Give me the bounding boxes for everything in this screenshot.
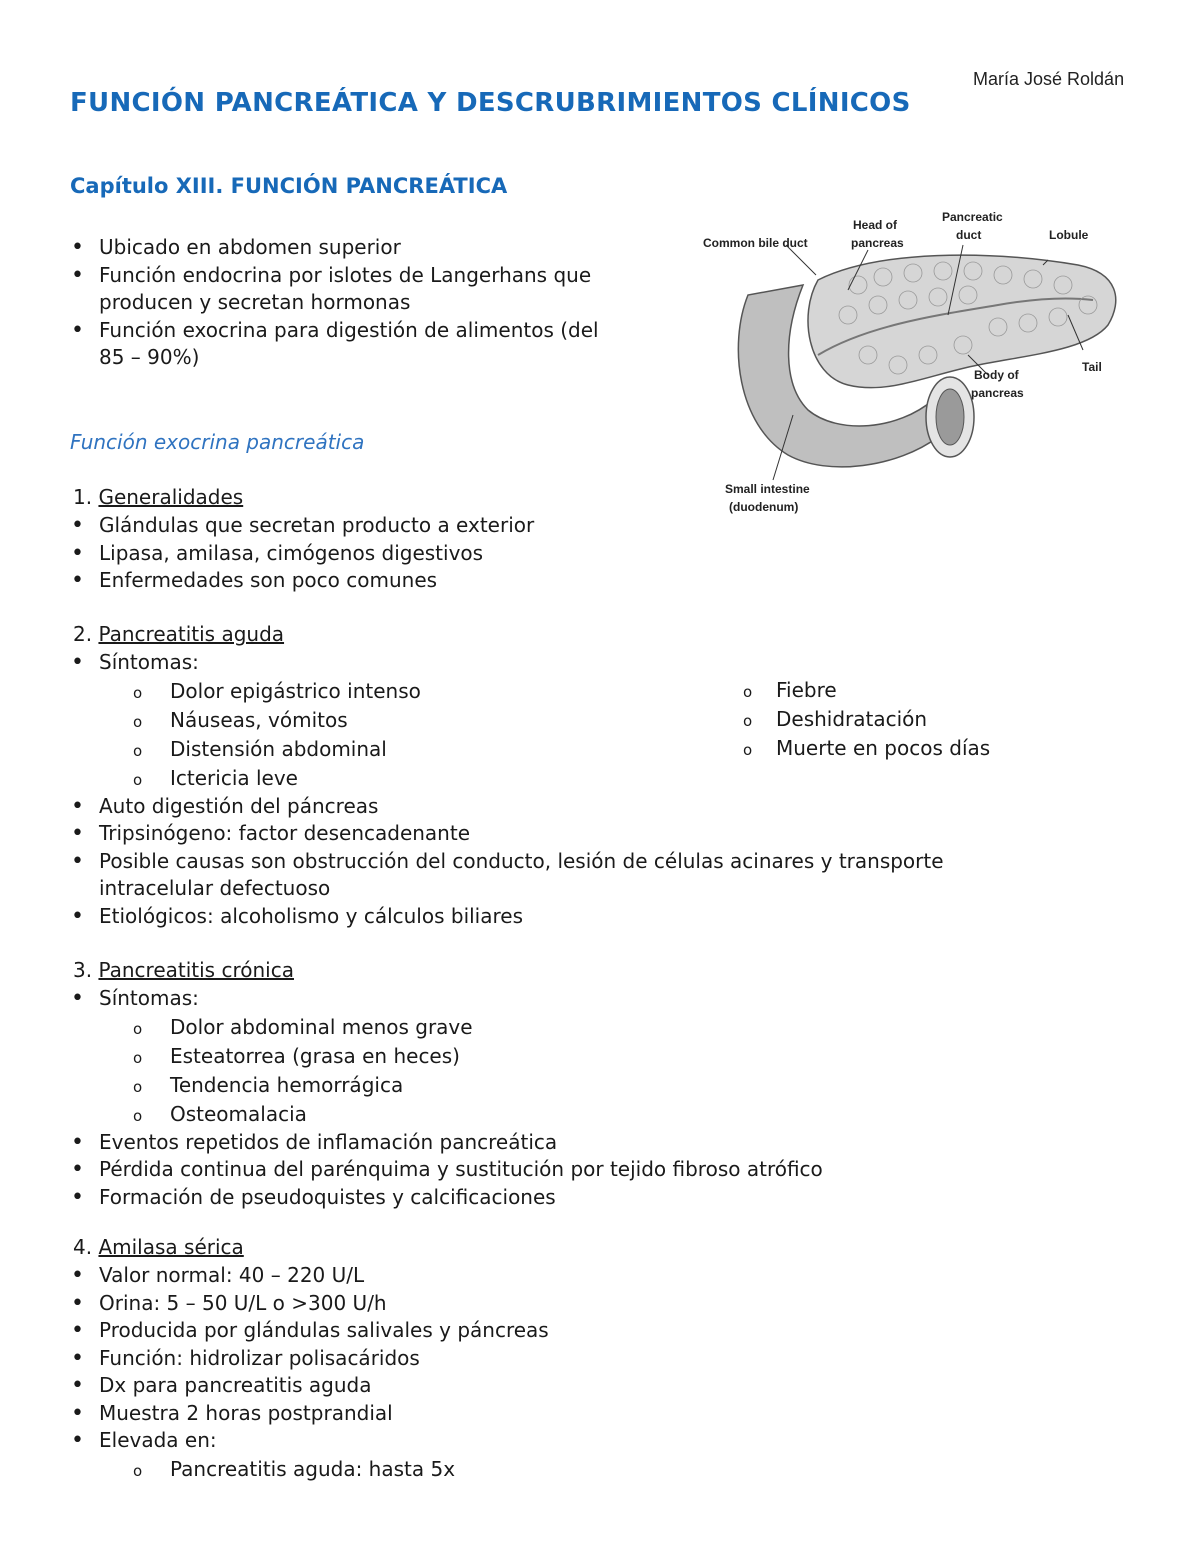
generalidades-list [29,512,534,595]
svg-text:pancreas: pancreas [851,236,904,250]
list-item: • Glándulas que secretan producto a exterior [29,512,534,540]
list-item: o Deshidratación [703,705,990,734]
list-item: • Síntomas: [29,649,944,677]
pancreatitis-cronica-list [29,985,823,1211]
list-item: • Lipasa, amilasa, cimógenos digestivos [29,540,534,568]
list-item: • Orina: 5 – 50 U/L o >300 U/h [29,1290,549,1318]
list-item: o Ictericia leve [29,764,944,793]
label-lobule: Lobule [1049,228,1089,242]
svg-text:(duodenum): (duodenum) [729,500,799,514]
list-item: • Síntomas: [29,985,823,1013]
svg-text:duct: duct [956,228,982,242]
list-item: • Pérdida continua del parénquima y sustitución por tejido fibroso atrófico [29,1156,823,1184]
list-item: o Dolor abdominal menos grave [29,1013,823,1042]
list-item: • Función endocrina por islotes de Langerhans que producen y secretan hormonas [29,262,599,317]
author-name: María José Roldán [973,69,1125,89]
list-item: • Etiológicos: alcoholismo y cálculos biliares [29,903,944,931]
list-item: o Fiebre [703,676,990,705]
amilasa-list [29,1262,549,1484]
list-item: • Dx para pancreatitis aguda [29,1372,549,1400]
chapter-heading: Capítulo XIII. FUNCIÓN PANCREÁTICA [70,174,508,198]
list-item: • Función: hidrolizar polisacáridos [29,1345,549,1373]
list-item: o Muerte en pocos días [703,734,990,763]
document-title: FUNCIÓN PANCREÁTICA Y DESCRUBRIMIENTOS CLÍNICOS [70,88,911,118]
label-head-of-pancreas: Head of [853,218,898,232]
list-item: o Dolor epigástrico intenso [29,677,944,706]
pancreas-illustration [698,205,1128,525]
list-item: o Esteatorrea (grasa en heces) [29,1042,823,1071]
label-body-of-pancreas: Body of [974,368,1019,382]
label-common-bile-duct: Common bile duct [703,236,808,250]
svg-text:pancreas: pancreas [971,386,1024,400]
list-item: • Enfermedades son poco comunes [29,567,534,595]
list-item: • Función exocrina para digestión de alimentos (del 85 – 90%) [29,317,599,372]
section-subtitle: Función exocrina pancreática [70,430,365,454]
label-small-intestine: Small intestine [725,482,810,496]
list-item: • Formación de pseudoquistes y calcificaciones [29,1184,823,1212]
label-tail: Tail [1082,360,1102,374]
list-item: o Tendencia hemorrágica [29,1071,823,1100]
list-item: • Muestra 2 horas postprandial [29,1400,549,1428]
pancreatitis-aguda-symptoms-right [703,676,990,763]
list-item: • Producida por glándulas salivales y páncreas [29,1317,549,1345]
list-item: • Auto digestión del páncreas [29,793,944,821]
list-item: o Distensión abdominal [29,735,944,764]
list-item: • Ubicado en abdomen superior [29,234,599,262]
label-pancreatic-duct: Pancreatic [942,210,1003,224]
list-item: • Valor normal: 40 – 220 U/L [29,1262,549,1290]
list-item: o Náuseas, vómitos [29,706,944,735]
section-heading-pancreatitis-aguda: 2. Pancreatitis aguda [73,622,285,646]
list-item: • Eventos repetidos de inflamación pancreática [29,1129,823,1157]
list-item: • Elevada en: [29,1427,549,1455]
list-item: • Tripsinógeno: factor desencadenante [29,820,944,848]
list-item: • Posible causas son obstrucción del conducto, lesión de células acinares y transporte intracelular defectuoso [29,848,944,903]
list-item: o Osteomalacia [29,1100,823,1129]
section-heading-amilasa-serica: 4. Amilasa sérica [73,1235,244,1259]
section-heading-generalidades: 1. Generalidades [73,485,244,509]
list-item: o Pancreatitis aguda: hasta 5x [29,1455,549,1484]
intro-list [29,234,599,372]
section-heading-pancreatitis-cronica: 3. Pancreatitis crónica [73,958,294,982]
